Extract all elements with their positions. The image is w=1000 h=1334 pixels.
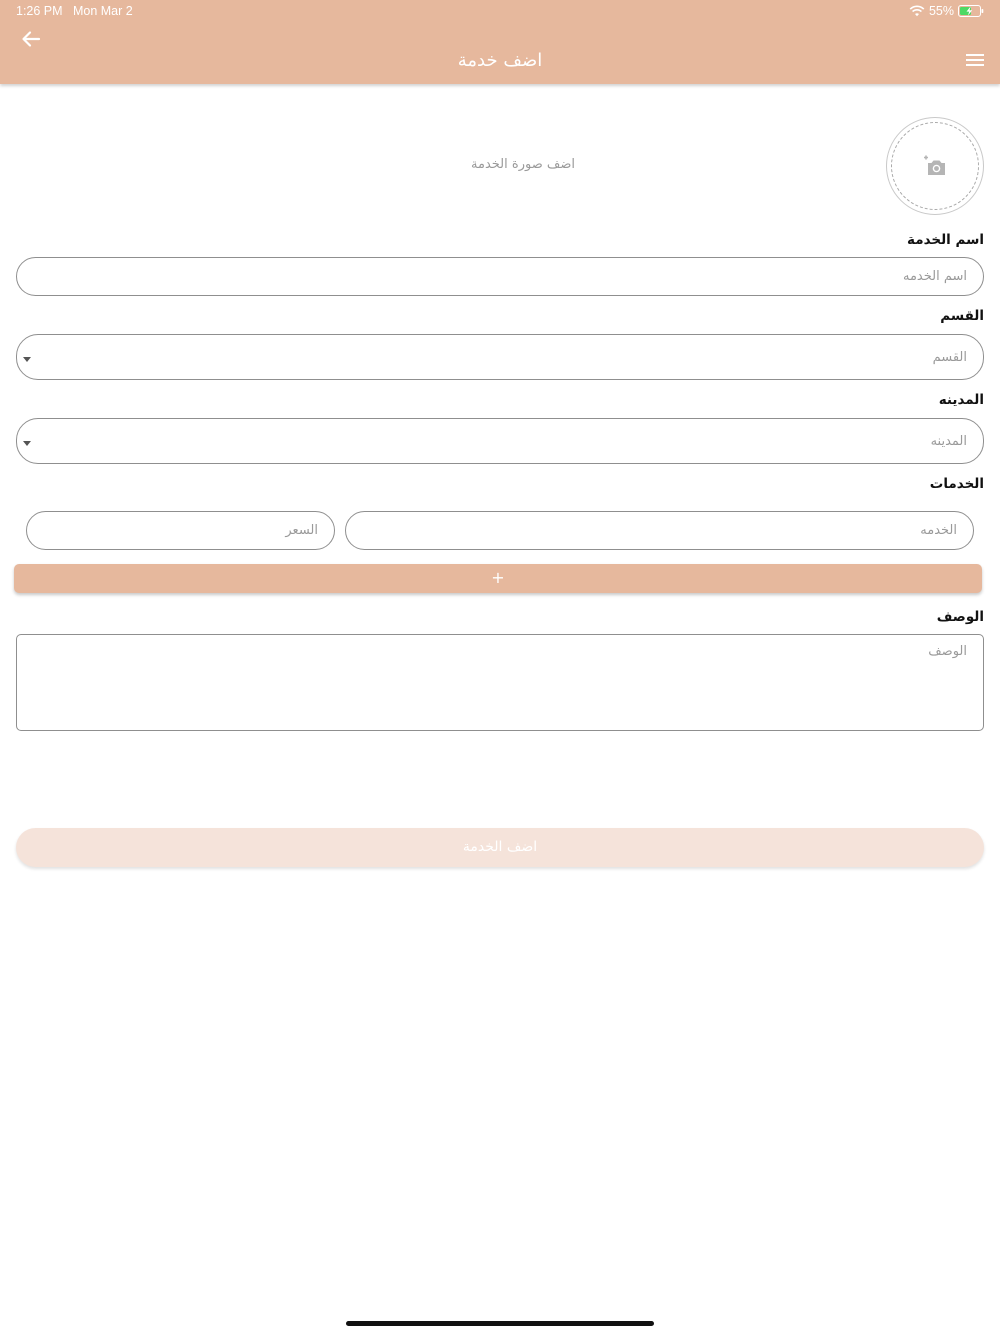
description-textarea[interactable] — [16, 634, 984, 731]
add-service-row-button[interactable]: + — [14, 564, 982, 593]
home-indicator — [346, 1321, 654, 1326]
city-label: المدينه — [938, 392, 984, 408]
service-price-placeholder: السعر — [285, 523, 318, 538]
service-item-placeholder: الخدمه — [920, 523, 957, 538]
service-item-input[interactable] — [345, 511, 974, 550]
status-indicators — [909, 4, 984, 18]
service-name-label: اسم الخدمة — [907, 232, 984, 248]
caret-down-icon — [23, 357, 31, 362]
arrow-left-icon — [18, 26, 44, 52]
services-label: الخدمات — [929, 476, 984, 492]
service-name-placeholder: اسم الخدمه — [902, 269, 967, 284]
back-button[interactable] — [18, 26, 44, 52]
city-placeholder: المدينه — [930, 434, 967, 449]
add-service-submit-button[interactable]: اضف الخدمة — [16, 828, 984, 867]
description-label: الوصف — [936, 609, 984, 625]
hamburger-menu-icon — [964, 50, 986, 70]
service-price-input[interactable] — [26, 511, 335, 550]
city-dropdown[interactable] — [16, 418, 984, 464]
photo-label: اضف صورة الخدمة — [471, 157, 575, 172]
service-name-input[interactable] — [16, 257, 984, 296]
page-title: اضف خدمة — [457, 50, 543, 71]
category-dropdown[interactable] — [16, 334, 984, 380]
wifi-icon — [909, 5, 925, 17]
status-date: Mon Mar 2 — [72, 4, 133, 18]
app-header — [0, 0, 1000, 84]
battery-charging-icon — [958, 5, 984, 17]
description-placeholder: الوصف — [928, 644, 967, 659]
menu-button[interactable] — [964, 50, 986, 70]
caret-down-icon — [23, 441, 31, 446]
battery-percent: 55% — [928, 4, 954, 18]
status-time — [16, 4, 133, 18]
status-clock: 1:26 PM — [16, 4, 63, 18]
category-label: القسم — [940, 308, 984, 324]
category-placeholder: القسم — [932, 350, 967, 365]
